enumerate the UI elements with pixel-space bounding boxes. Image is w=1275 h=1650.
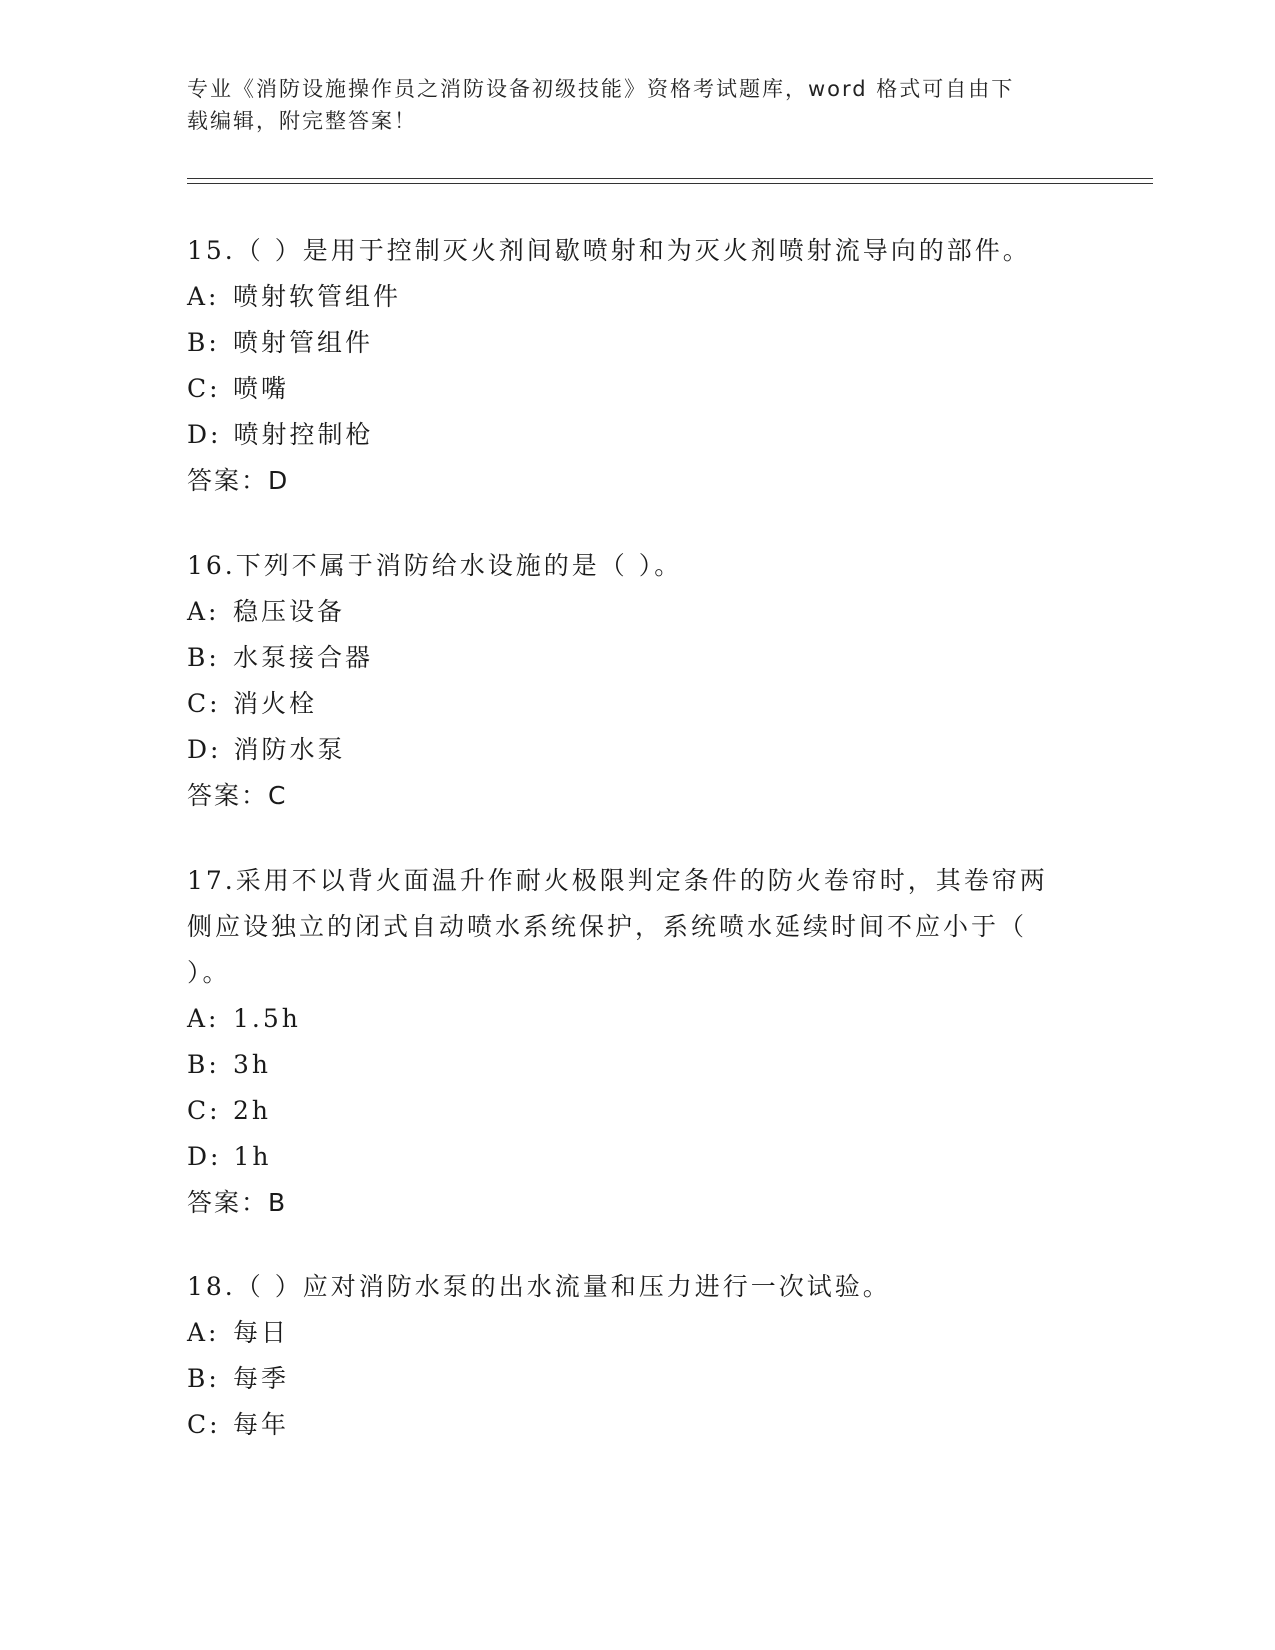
option-text: 每年 [233, 1410, 290, 1439]
option-letter: A: [187, 282, 220, 311]
option-d [187, 1134, 1087, 1180]
option-c [187, 681, 1087, 727]
question-17 [187, 858, 1087, 1226]
option-letter: C: [187, 1096, 221, 1125]
option-a [187, 996, 1087, 1042]
option-b [187, 320, 1087, 366]
option-letter: D: [187, 420, 222, 449]
option-text: 水泵接合器 [233, 643, 374, 672]
option-text: 消火栓 [233, 689, 318, 718]
option-c [187, 1088, 1087, 1134]
option-text: 喷射控制枪 [233, 420, 374, 449]
header-divider-top [187, 178, 1153, 179]
header-divider-bottom [187, 183, 1153, 184]
option-b [187, 1356, 1087, 1402]
option-text: 稳压设备 [233, 597, 346, 626]
header-line-1: 专业《消防设施操作员之消防设备初级技能》资格考试题库，word 格式可自由下 [187, 77, 1015, 101]
question-stem: 18.（ ）应对消防水泵的出水流量和压力进行一次试验。 [187, 1272, 891, 1301]
option-letter: B: [187, 643, 220, 672]
question-18 [187, 1264, 1087, 1448]
option-c [187, 366, 1087, 412]
option-letter: A: [187, 1004, 220, 1033]
question-15 [187, 228, 1087, 504]
document-header [187, 73, 1067, 137]
option-a [187, 1310, 1087, 1356]
option-letter: A: [187, 597, 220, 626]
option-text: 每季 [233, 1364, 290, 1393]
option-letter: D: [187, 1142, 222, 1171]
option-d [187, 412, 1087, 458]
option-text: 1h [233, 1142, 272, 1171]
option-text: 喷射软管组件 [233, 282, 402, 311]
option-b [187, 1042, 1087, 1088]
option-letter: C: [187, 374, 221, 403]
option-c [187, 1402, 1087, 1448]
option-text: 3h [233, 1050, 272, 1079]
option-text: 2h [233, 1096, 272, 1125]
option-letter: B: [187, 1364, 220, 1393]
option-b [187, 635, 1087, 681]
option-letter: C: [187, 689, 221, 718]
answer: 答案：C [187, 781, 288, 810]
question-stem-line-3: ）。 [187, 958, 231, 987]
question-stem: 16.下列不属于消防给水设施的是（ ）。 [187, 551, 683, 580]
option-text: 喷嘴 [233, 374, 290, 403]
option-text: 1.5h [233, 1004, 301, 1033]
option-a [187, 274, 1087, 320]
question-stem-line-2: 侧应设独立的闭式自动喷水系统保护，系统喷水延续时间不应小于（ [187, 912, 1028, 941]
option-text: 喷射管组件 [233, 328, 374, 357]
question-stem: 15.（ ）是用于控制灭火剂间歇喷射和为灭火剂喷射流导向的部件。 [187, 236, 1031, 265]
option-a [187, 589, 1087, 635]
option-d [187, 727, 1087, 773]
answer: 答案：D [187, 466, 290, 495]
option-text: 消防水泵 [233, 735, 346, 764]
option-text: 每日 [233, 1318, 290, 1347]
option-letter: B: [187, 328, 220, 357]
header-line-2: 载编辑，附完整答案！ [187, 109, 417, 133]
answer: 答案：B [187, 1188, 288, 1217]
option-letter: B: [187, 1050, 220, 1079]
option-letter: A: [187, 1318, 220, 1347]
question-stem-line-1: 17.采用不以背火面温升作耐火极限判定条件的防火卷帘时，其卷帘两 [187, 866, 1048, 895]
option-letter: C: [187, 1410, 221, 1439]
question-16 [187, 543, 1087, 819]
option-letter: D: [187, 735, 222, 764]
